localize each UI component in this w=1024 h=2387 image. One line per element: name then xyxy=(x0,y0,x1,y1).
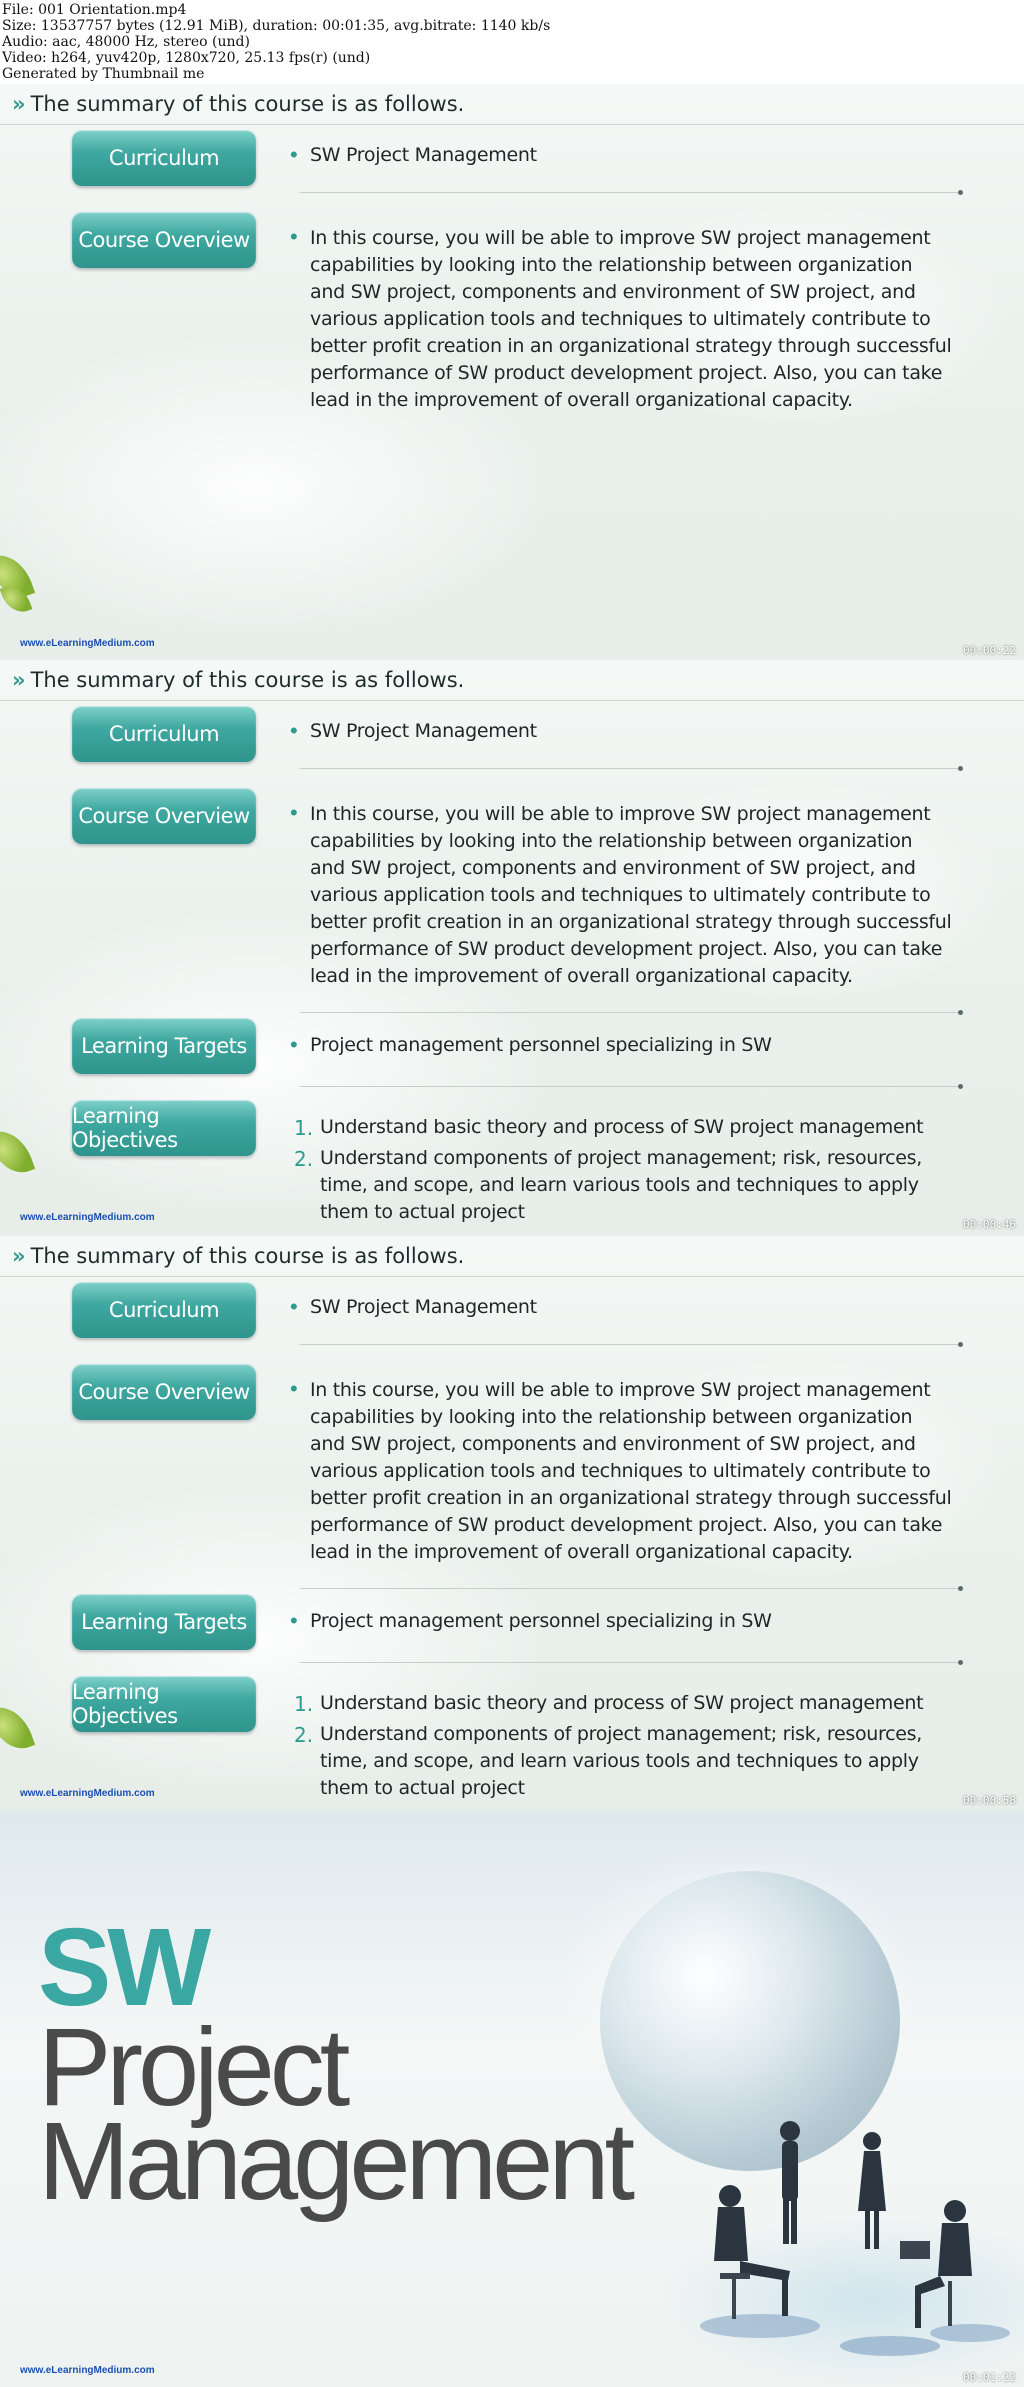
curriculum-text: SW Project Management xyxy=(310,720,537,742)
course-overview-badge: Course Overview xyxy=(72,1364,256,1420)
overview-line: In this course, you will be able to improve SW project management xyxy=(310,227,931,249)
bullet-icon: • xyxy=(290,142,298,167)
divider xyxy=(300,1344,960,1345)
divider xyxy=(300,192,960,193)
course-overview-text xyxy=(310,225,952,414)
divider xyxy=(300,1012,960,1013)
divider-dot xyxy=(958,1342,963,1347)
bullet-icon: • xyxy=(290,224,298,249)
slide-title xyxy=(12,1244,464,1268)
objective-line: time, and scope, and learn various tools and techniques to apply xyxy=(320,1174,919,1196)
objective-line: Understand components of project management; risk, resources, xyxy=(320,1147,923,1169)
overview-line: performance of SW product development project. Also, you can take xyxy=(310,362,943,384)
overview-line: performance of SW product development project. Also, you can take xyxy=(310,1514,943,1536)
overview-line: various application tools and techniques to ultimately contribute to xyxy=(310,308,931,330)
divider-dot xyxy=(958,1084,963,1089)
divider xyxy=(300,1086,960,1087)
objective-line: Understand components of project management; risk, resources, xyxy=(320,1723,923,1745)
objective-number: 2. xyxy=(294,1147,314,1171)
overview-line: capabilities by looking into the relationship between organization xyxy=(310,1406,913,1428)
bullet-icon: • xyxy=(290,1294,298,1319)
video-frame-1 xyxy=(0,84,1024,660)
learning-targets-badge: Learning Targets xyxy=(72,1594,256,1650)
divider-dot xyxy=(958,190,963,195)
course-overview-badge: Course Overview xyxy=(72,212,256,268)
curriculum-text: SW Project Management xyxy=(310,144,537,166)
double-chevron-icon: » xyxy=(12,92,23,116)
bullet-icon: • xyxy=(290,1376,298,1401)
course-overview-text xyxy=(310,801,952,990)
course-overview-badge: Course Overview xyxy=(72,788,256,844)
objective-text xyxy=(320,1145,922,1226)
objective-line: them to actual project xyxy=(320,1201,525,1223)
timestamp: 00:00:46 xyxy=(963,1218,1016,1231)
objective-number: 1. xyxy=(294,1116,314,1140)
slide-title-text: The summary of this course is as follows. xyxy=(30,1244,465,1268)
overview-line: various application tools and techniques to ultimately contribute to xyxy=(310,884,931,906)
overview-line: In this course, you will be able to improve SW project management xyxy=(310,1379,931,1401)
overview-line: various application tools and techniques to ultimately contribute to xyxy=(310,1460,931,1482)
divider xyxy=(0,1276,1024,1277)
double-chevron-icon: » xyxy=(12,668,23,692)
website-logo: www.eLearningMedium.com xyxy=(20,638,155,649)
objective-line: them to actual project xyxy=(320,1777,525,1799)
learning-targets-badge: Learning Targets xyxy=(72,1018,256,1074)
overview-line: lead in the improvement of overall organizational capacity. xyxy=(310,965,853,987)
bullet-icon: • xyxy=(290,1608,298,1633)
slide-title-text: The summary of this course is as follows. xyxy=(30,668,465,692)
bullet-icon: • xyxy=(290,800,298,825)
objective-line: time, and scope, and learn various tools and techniques to apply xyxy=(320,1750,919,1772)
video-frame-2 xyxy=(0,660,1024,1236)
curriculum-text: SW Project Management xyxy=(310,1296,537,1318)
video-frame-3 xyxy=(0,1236,1024,1812)
overview-line: and SW project, components and environment of SW project, and xyxy=(310,857,916,879)
business-people-illustration xyxy=(690,2101,1020,2361)
divider-dot xyxy=(958,1586,963,1591)
video-frame-4 xyxy=(0,1811,1024,2387)
overview-line: better profit creation in an organizational strategy through successful xyxy=(310,335,952,357)
slide-title xyxy=(12,92,464,116)
curriculum-badge: Curriculum xyxy=(72,706,256,762)
overview-line: lead in the improvement of overall organizational capacity. xyxy=(310,1541,853,1563)
overview-line: capabilities by looking into the relationship between organization xyxy=(310,254,913,276)
objective-text xyxy=(320,1690,923,1717)
objective-number: 2. xyxy=(294,1723,314,1747)
overview-line: better profit creation in an organizational strategy through successful xyxy=(310,911,952,933)
website-logo: www.eLearningMedium.com xyxy=(20,2365,155,2376)
learning-objectives-badge: Learning Objectives xyxy=(72,1676,256,1732)
overview-line: and SW project, components and environment of SW project, and xyxy=(310,281,916,303)
bullet-icon: • xyxy=(290,718,298,743)
objective-text xyxy=(320,1721,922,1802)
slide-title-text: The summary of this course is as follows. xyxy=(30,92,465,116)
overview-line: lead in the improvement of overall organizational capacity. xyxy=(310,389,853,411)
file-info-line: File: 001 Orientation.mp4 xyxy=(2,2,187,18)
leaf-decoration xyxy=(0,1700,35,1757)
divider-dot xyxy=(958,766,963,771)
overview-line: capabilities by looking into the relationship between organization xyxy=(310,830,913,852)
website-logo: www.eLearningMedium.com xyxy=(20,1788,155,1799)
title-project: Project xyxy=(38,2006,346,2129)
overview-line: better profit creation in an organizational strategy through successful xyxy=(310,1487,952,1509)
timestamp: 00:00:22 xyxy=(963,644,1016,657)
course-overview-text xyxy=(310,1377,952,1566)
file-info-header xyxy=(0,0,1024,84)
curriculum-badge: Curriculum xyxy=(72,1282,256,1338)
divider xyxy=(300,1588,960,1589)
divider-dot xyxy=(958,1010,963,1015)
objective-text xyxy=(320,1114,923,1141)
bullet-icon: • xyxy=(290,1032,298,1057)
divider xyxy=(0,700,1024,701)
curriculum-badge: Curriculum xyxy=(72,130,256,186)
objective-number: 1. xyxy=(294,1692,314,1716)
timestamp: 00:01:22 xyxy=(963,2371,1016,2384)
learning-targets-text: Project management personnel specializing in SW xyxy=(310,1610,772,1632)
file-info-line: Generated by Thumbnail me xyxy=(2,66,205,82)
learning-targets-text: Project management personnel specializing in SW xyxy=(310,1034,772,1056)
website-logo: www.eLearningMedium.com xyxy=(20,1212,155,1223)
file-info-line: Video: h264, yuv420p, 1280x720, 25.13 fps(r) (und) xyxy=(2,50,371,66)
overview-line: and SW project, components and environment of SW project, and xyxy=(310,1433,916,1455)
divider xyxy=(300,768,960,769)
file-info-line: Audio: aac, 48000 Hz, stereo (und) xyxy=(2,34,250,50)
double-chevron-icon: » xyxy=(12,1244,23,1268)
timestamp: 00:00:58 xyxy=(963,1794,1016,1807)
divider xyxy=(0,124,1024,125)
file-info-line: Size: 13537757 bytes (12.91 MiB), duration: 00:01:35, avg.bitrate: 1140 kb/s xyxy=(2,18,551,34)
objective-line: Understand basic theory and process of SW project management xyxy=(320,1116,924,1138)
leaf-decoration xyxy=(0,1124,35,1181)
learning-objectives-badge: Learning Objectives xyxy=(72,1100,256,1156)
title-management: Management xyxy=(38,2100,631,2223)
objective-line: Understand basic theory and process of SW project management xyxy=(320,1692,924,1714)
overview-line: performance of SW product development project. Also, you can take xyxy=(310,938,943,960)
divider xyxy=(300,1662,960,1663)
divider-dot xyxy=(958,1660,963,1665)
slide-title xyxy=(12,668,464,692)
overview-line: In this course, you will be able to improve SW project management xyxy=(310,803,931,825)
title-sw: SW xyxy=(38,1906,208,2029)
